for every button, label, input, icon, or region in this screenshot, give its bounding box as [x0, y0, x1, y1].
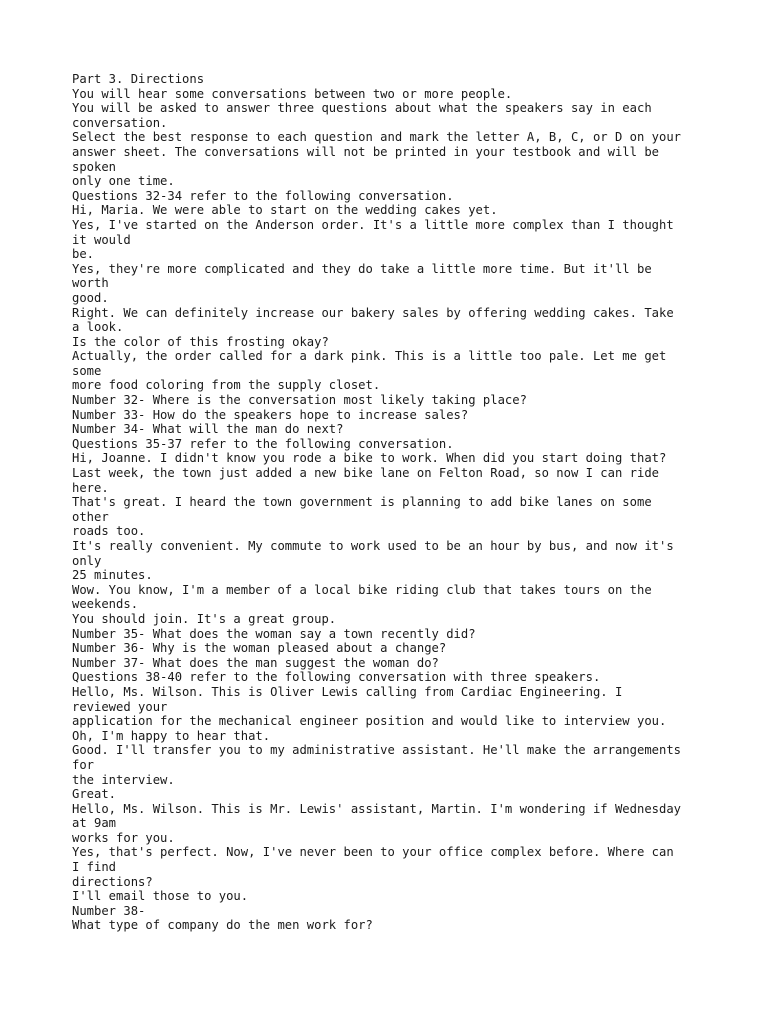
text-line: spoken	[72, 159, 117, 174]
text-line: Yes, that's perfect. Now, I've never been to your office complex before. Where can	[72, 845, 674, 860]
text-line: works for you.	[72, 830, 175, 845]
text-line: Number 32- Where is the conversation most likely taking place?	[72, 393, 527, 408]
text-line: some	[72, 363, 102, 378]
text-line: Good. I'll transfer you to my administrative assistant. He'll make the arrangements	[72, 743, 682, 758]
text-line: other	[72, 509, 109, 524]
text-line: a look.	[72, 320, 124, 335]
text-line: Hello, Ms. Wilson. This is Oliver Lewis calling from Cardiac Engineering. I	[72, 684, 623, 699]
text-line: here.	[72, 480, 109, 495]
text-line: more food coloring from the supply closet.	[72, 378, 381, 393]
text-line: Number 35- What does the woman say a town recently did?	[72, 626, 476, 641]
text-line: What type of company do the men work for?	[72, 918, 373, 933]
text-line: answer sheet. The conversations will not be printed in your testbook and will be	[72, 144, 659, 159]
text-line: roads too.	[72, 524, 146, 539]
text-line: Select the best response to each question and mark the letter A, B, C, or D on your	[72, 130, 682, 145]
text-line: directions?	[72, 874, 153, 889]
text-line: Number 33- How do the speakers hope to increase sales?	[72, 407, 469, 422]
text-line: It's really convenient. My commute to work used to be an hour by bus, and now it's	[72, 539, 674, 553]
text-line: Questions 32-34 refer to the following conversation.	[72, 188, 454, 203]
text-line: Number 34- What will the man do next?	[72, 422, 344, 437]
text-line: only	[72, 553, 102, 568]
text-line: reviewed your	[72, 699, 168, 714]
text-line: Wow. You know, I'm a member of a local bike riding club that takes tours on the	[72, 582, 652, 597]
text-line: worth	[72, 276, 109, 291]
text-line: Yes, I've started on the Anderson order. It's a little more complex than I thought	[72, 217, 674, 232]
text-line: at 9am	[72, 816, 117, 831]
text-line: conversation.	[72, 115, 168, 130]
text-line: Oh, I'm happy to hear that.	[72, 728, 271, 743]
text-line: weekends.	[72, 597, 139, 612]
text-line: Number 36- Why is the woman pleased about a change?	[72, 641, 447, 656]
text-line: Actually, the order called for a dark pink. This is a little too pale. Let me get	[72, 349, 667, 364]
text-line: Is the color of this frosting okay?	[72, 334, 329, 349]
text-line: good.	[72, 290, 109, 305]
text-line: Yes, they're more complicated and they do take a little more time. But it'll be	[72, 261, 652, 276]
text-line: That's great. I heard the town government is planning to add bike lanes on some	[72, 495, 652, 510]
text-line: Number 38-	[72, 903, 146, 918]
text-line: Great.	[72, 787, 117, 802]
text-line: I find	[72, 860, 117, 875]
text-line: the interview.	[72, 772, 175, 787]
text-line: Last week, the town just added a new bike lane on Felton Road, so now I can ride	[72, 466, 659, 481]
text-line: Part 3. Directions	[72, 72, 205, 86]
text-line: Right. We can definitely increase our bakery sales by offering wedding cakes. Take	[72, 305, 674, 320]
text-line: Questions 35-37 refer to the following conversation.	[72, 436, 454, 451]
document-text	[72, 72, 722, 933]
text-line: application for the mechanical engineer position and would like to interview you.	[72, 714, 667, 729]
text-line: for	[72, 757, 95, 772]
text-line: Hi, Joanne. I didn't know you rode a bike to work. When did you start doing that?	[72, 451, 667, 466]
text-line: Hi, Maria. We were able to start on the wedding cakes yet.	[72, 203, 498, 218]
text-line: Number 37- What does the man suggest the woman do?	[72, 655, 439, 670]
text-line: I'll email those to you.	[72, 889, 249, 904]
text-line: only one time.	[72, 174, 175, 189]
text-line: You will be asked to answer three questions about what the speakers say in each	[72, 101, 652, 116]
text-line: Questions 38-40 refer to the following conversation with three speakers.	[72, 670, 601, 685]
text-line: it would	[72, 232, 131, 247]
text-line: 25 minutes.	[72, 568, 153, 583]
text-line: Hello, Ms. Wilson. This is Mr. Lewis' assistant, Martin. I'm wondering if Wednesday	[72, 801, 682, 816]
text-line: be.	[72, 247, 95, 262]
text-line: You will hear some conversations between two or more people.	[72, 86, 513, 101]
text-line: You should join. It's a great group.	[72, 611, 337, 626]
